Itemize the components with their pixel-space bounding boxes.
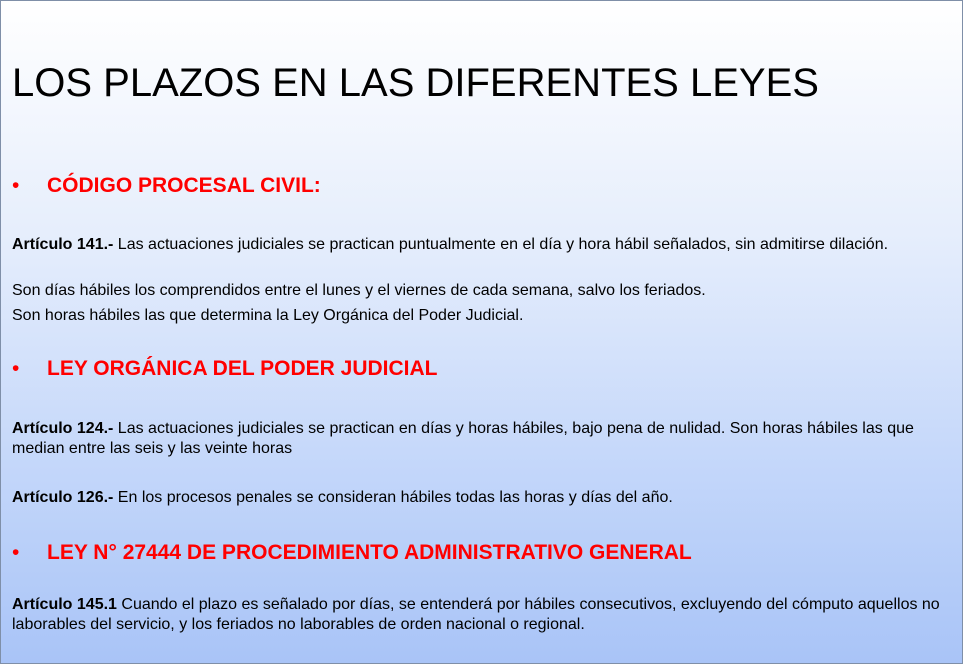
- article-text: Las actuaciones judiciales se practican puntualmente en el día y hora hábil señalados, sin admitirse dilación.: [113, 236, 889, 253]
- article-text: Cuando el plazo es señalado por días, se entenderá por hábiles consecutivos, excluyendo del cómputo aquellos no laborables del servicio, y los feriados no laborables de orden nacional o regional.: [12, 596, 940, 633]
- paragraph-text: Son horas hábiles las que determina la Ley Orgánica del Poder Judicial.: [12, 307, 524, 324]
- bullet-icon: •: [12, 357, 20, 380]
- paragraph-text: Son días hábiles los comprendidos entre el lunes y el viernes de cada semana, salvo los feriados.: [12, 282, 706, 299]
- bullet-icon: •: [12, 541, 20, 564]
- section-heading-ley-organica: [12, 357, 438, 381]
- paragraph-horas-habiles: [12, 306, 954, 326]
- paragraph-articulo-126: [12, 488, 954, 508]
- section-heading-codigo-procesal-civil: [12, 174, 321, 198]
- section-heading-text: CÓDIGO PROCESAL CIVIL:: [47, 174, 321, 197]
- section-heading-text: LEY ORGÁNICA DEL PODER JUDICIAL: [47, 357, 438, 380]
- article-lead: Artículo 141.-: [12, 236, 114, 253]
- paragraph-articulo-124: [12, 419, 954, 459]
- slide-title: LOS PLAZOS EN LAS DIFERENTES LEYES: [12, 61, 819, 105]
- article-lead: Artículo 145.1: [12, 596, 117, 613]
- article-lead: Artículo 126.-: [12, 489, 114, 506]
- article-text: Las actuaciones judiciales se practican en días y horas hábiles, bajo pena de nulidad. Son horas hábiles las que median entre las seis y las veinte horas: [12, 420, 914, 457]
- section-heading-ley-27444: [12, 541, 692, 565]
- bullet-icon: •: [12, 174, 20, 197]
- paragraph-dias-habiles: [12, 281, 954, 301]
- section-heading-text: LEY N° 27444 DE PROCEDIMIENTO ADMINISTRATIVO GENERAL: [47, 541, 692, 564]
- article-lead: Artículo 124.-: [12, 420, 114, 437]
- paragraph-articulo-145-1: [12, 595, 954, 635]
- article-text: En los procesos penales se consideran hábiles todas las horas y días del año.: [113, 489, 673, 506]
- paragraph-articulo-141: [12, 235, 954, 255]
